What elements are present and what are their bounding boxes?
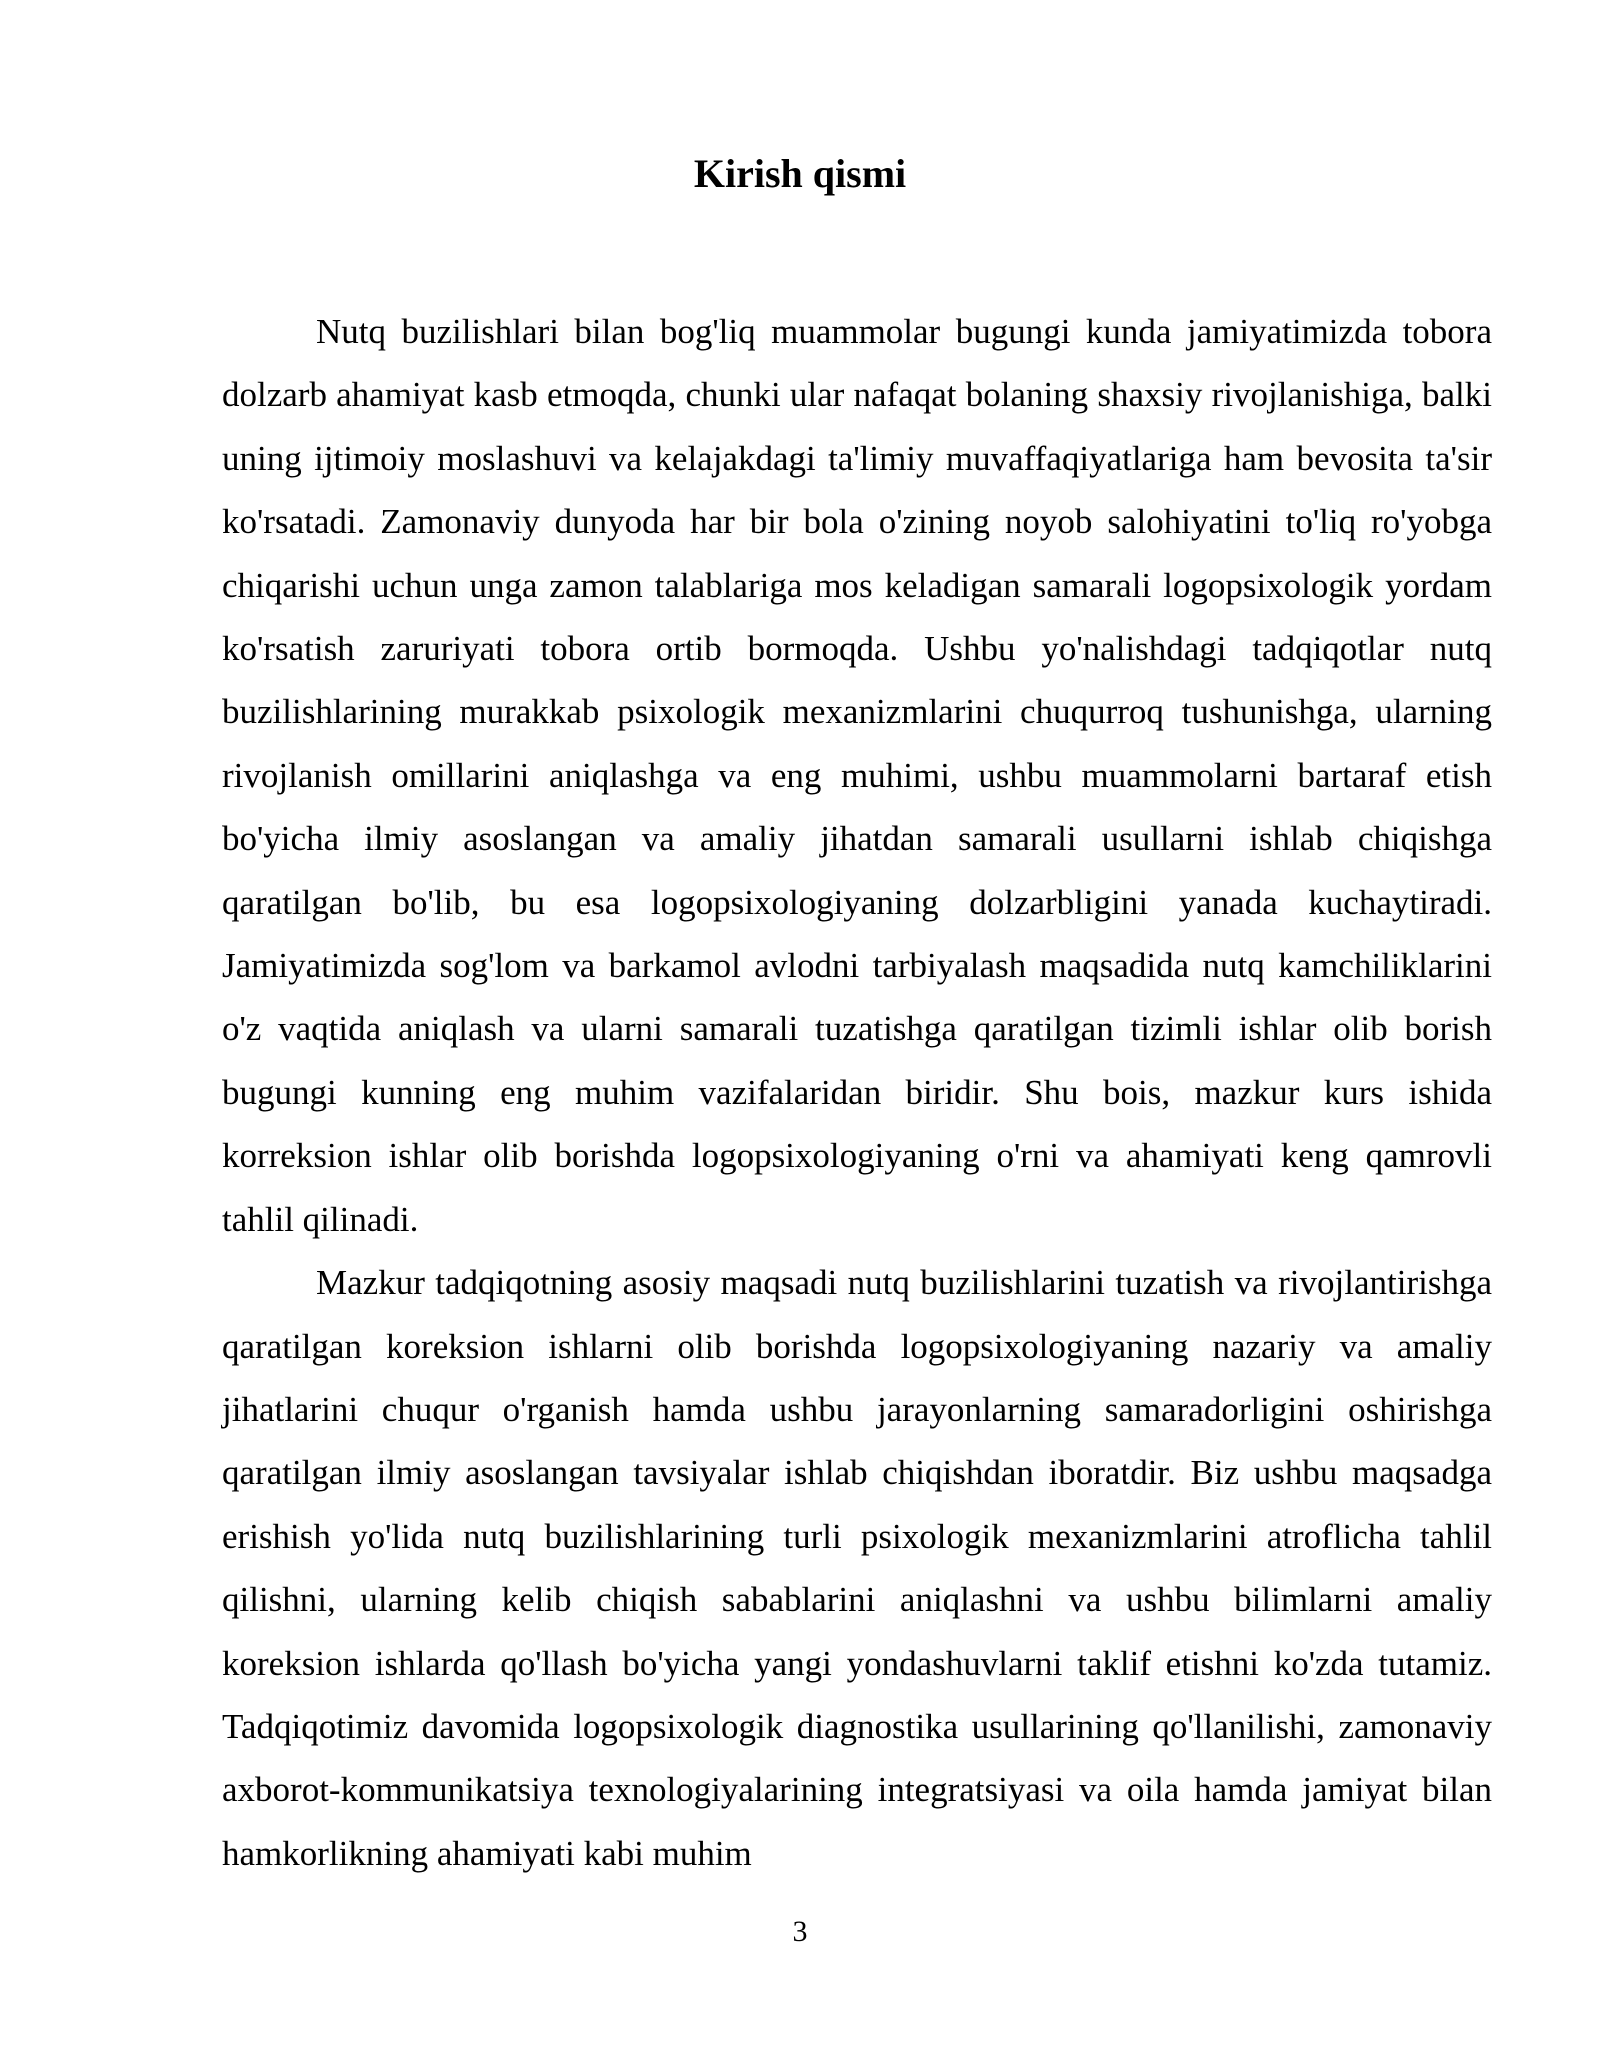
paragraph-goal: Mazkur tadqiqotning asosiy maqsadi nutq buzilishlarini tuzatish va rivojlantirishga qaratilgan koreksion ishlarni olib borishda logopsixologiyaning nazariy va amaliy jihatlarini chuqur o'rganish hamda ushbu jarayonlarning samaradorligini oshirishga qaratilgan ilmiy asoslangan tavsiyalar ishlab chiqishdan iboratdir. Biz ushbu maqsadga erishish yo'lida nutq buzilishlarining turli psixologik mexanizmlarini atroflicha tahlil qilishni, ularning kelib chiqish sabablarini aniqlashni va ushbu bilimlarni amaliy koreksion ishlarda qo'llash bo'yicha yangi yondashuvlarni taklif etishni ko'zda tutamiz. Tadqiqotimiz davomida logopsixologik diagnostika usullarining qo'llanilishi, zamonaviy axborot-kommunikatsiya texnologiyalarining integratsiyasi va oila hamda jamiyat bilan hamkorlikning ahamiyati kabi muhim (222, 1263, 1492, 1873)
page-number: 3 (792, 1915, 808, 1948)
body-text (222, 300, 1492, 1885)
paragraph-intro: Nutq buzilishlari bilan bog'liq muammolar bugungi kunda jamiyatimizda tobora dolzarb ahamiyat kasb etmoqda, chunki ular nafaqat bolaning shaxsiy rivojlanishiga, balki uning ijtimoiy moslashuvi va kelajakdagi ta'limiy muvaffaqiyatlariga ham bevosita ta'sir ko'rsatadi. Zamonaviy dunyoda har bir bola o'zining noyob salohiyatini to'liq ro'yobga chiqarishi uchun unga zamon talablariga mos keladigan samarali logopsixologik yordam ko'rsatish zaruriyati tobora ortib bormoqda. Ushbu yo'nalishdagi tadqiqotlar nutq buzilishlarining murakkab psixologik mexanizmlarini chuqurroq tushunishga, ularning rivojlanish omillarini aniqlashga va eng muhimi, ushbu muammolarni bartaraf etish bo'yicha ilmiy asoslangan va amaliy jihatdan samarali usullarni ishlab chiqishga qaratilgan bo'lib, bu esa logopsixologiyaning dolzarbligini yanada kuchaytiradi. Jamiyatimizda sog'lom va barkamol avlodni tarbiyalash maqsadida nutq kamchiliklarini o'z vaqtida aniqlash va ularni samarali tuzatishga qaratilgan tizimli ishlar olib borish bugungi kunning eng muhim vazifalaridan biridir. Shu bois, mazkur kurs ishida korreksion ishlar olib borishda logopsixologiyaning o'rni va ahamiyati keng qamrovli tahlil qilinadi. (222, 312, 1492, 1239)
page-title: Kirish qismi (693, 151, 907, 196)
